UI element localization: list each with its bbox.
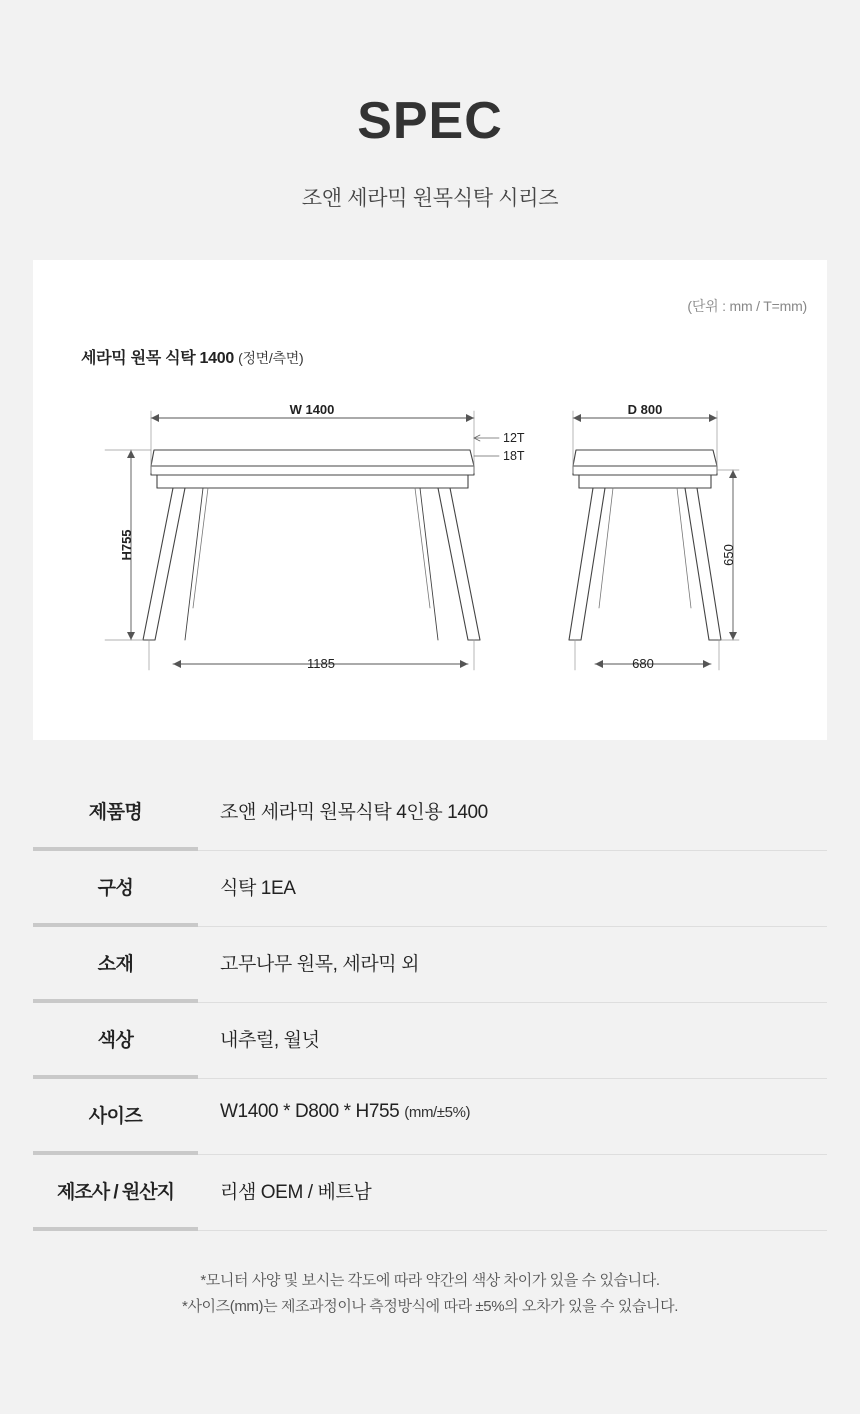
side-depth-dimension <box>573 411 717 473</box>
spec-label: 제품명 <box>88 802 143 823</box>
spec-value-text: 내추럴, 월넛 <box>220 1030 320 1051</box>
front-leg-right-front <box>438 488 480 640</box>
drawing-svg <box>33 378 827 698</box>
side-leg-right <box>685 488 721 640</box>
front-width-dimension <box>151 411 474 473</box>
front-bottom-label: 1185 <box>307 656 335 671</box>
page-title: SPEC <box>357 92 503 150</box>
drawing-caption-sub: (정면/측면) <box>238 350 304 366</box>
front-height-label: H755 <box>119 529 134 561</box>
spec-value <box>198 1155 827 1204</box>
side-height-label: 650 <box>721 544 736 566</box>
spec-table <box>33 775 827 1231</box>
spec-value <box>198 775 827 824</box>
spec-value <box>198 927 827 976</box>
front-apron-thickness-label: 18T <box>503 449 525 463</box>
table-row <box>33 775 827 851</box>
footnote-line-2: *사이즈(mm)는 제조과정이나 측정방식에 따라 ±5%의 오차가 있을 수 있습니다. <box>182 1298 678 1316</box>
side-apron <box>579 475 711 488</box>
spec-label: 구성 <box>97 878 134 899</box>
footnote-line-1: *모니터 사양 및 보시는 각도에 따라 약간의 색상 차이가 있을 수 있습니다. <box>200 1272 660 1289</box>
unit-note: (단위 : mm / T=mm) <box>687 298 807 314</box>
spec-value-text: 식탁 1EA <box>220 878 296 899</box>
side-table-top <box>573 450 717 466</box>
front-top-band <box>151 466 474 475</box>
table-row <box>33 1003 827 1079</box>
front-apron <box>157 475 468 488</box>
table-row <box>33 1155 827 1231</box>
technical-drawing <box>33 378 827 698</box>
table-row <box>33 927 827 1003</box>
side-leg-left <box>569 488 605 640</box>
spec-label: 소재 <box>97 954 134 975</box>
spec-value <box>198 851 827 900</box>
spec-value-text: 고무나무 원목, 세라믹 외 <box>220 954 420 975</box>
front-leg-left-front <box>143 488 185 640</box>
row-divider-accent <box>33 1227 198 1231</box>
drawing-caption-main: 세라믹 원목 식탁 1400 <box>81 350 234 367</box>
front-table-top <box>151 450 474 466</box>
spec-value <box>198 1079 827 1123</box>
spec-value-text: 조앤 세라믹 원목식탁 4인용 1400 <box>220 802 488 823</box>
table-row <box>33 1079 827 1155</box>
spec-label: 제조사 / 원산지 <box>57 1182 174 1203</box>
side-depth-label: D 800 <box>627 402 663 417</box>
spec-value-text: W1400 * D800 * H755 <box>220 1101 400 1122</box>
side-top-band <box>573 466 717 475</box>
table-row <box>33 851 827 927</box>
drawing-caption <box>81 345 303 368</box>
footnotes <box>0 1268 860 1321</box>
drawing-panel <box>33 260 827 740</box>
spec-value-note: (mm/±5%) <box>404 1104 471 1121</box>
page-subtitle: 조앤 세라믹 원목식탁 시리즈 <box>301 187 559 210</box>
side-bottom-label: 680 <box>632 656 654 671</box>
spec-label: 색상 <box>97 1030 134 1051</box>
spec-value <box>198 1003 827 1052</box>
spec-value-text: 리샘 OEM / 베트남 <box>220 1182 372 1203</box>
front-width-label: W 1400 <box>289 402 335 417</box>
spec-label: 사이즈 <box>88 1106 143 1127</box>
front-top-thickness-label: 12T <box>503 431 525 445</box>
